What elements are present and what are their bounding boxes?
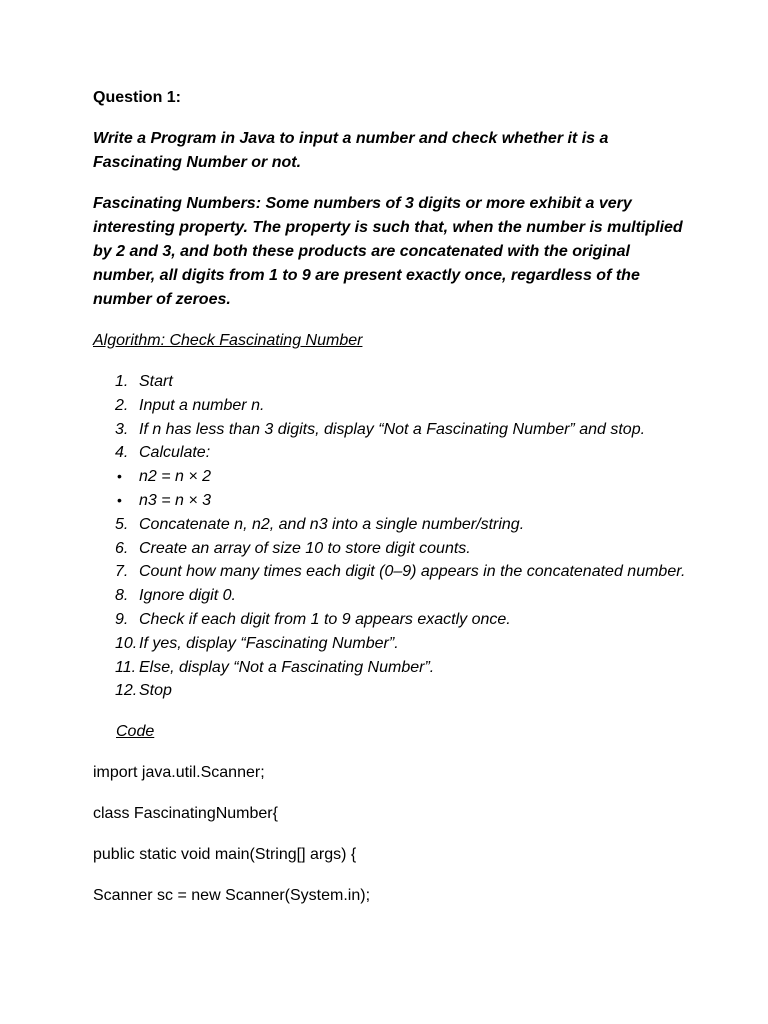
algorithm-step (93, 537, 693, 561)
algorithm-step (93, 394, 693, 418)
algorithm-step (93, 632, 693, 656)
step-text: Start (139, 373, 173, 390)
algorithm-title: Algorithm: Check Fascinating Number (93, 332, 363, 349)
step-marker: 9. (115, 610, 129, 628)
code-line: class FascinatingNumber{ (93, 805, 278, 823)
step-text: n2 = n × 2 (139, 468, 212, 486)
step-marker: 7. (115, 563, 129, 581)
algorithm-step (93, 418, 693, 442)
bullet-icon: • (117, 468, 122, 485)
algorithm-substep (93, 465, 693, 489)
code-title: Code (116, 723, 155, 741)
step-marker: 10. (115, 634, 138, 652)
algorithm-step (93, 441, 693, 465)
question-prompt: Write a Program in Java to input a number and check whether it is a Fascinating Number or not. (93, 130, 609, 171)
step-text: Stop (139, 682, 172, 700)
step-marker: 11. (115, 658, 137, 676)
step-text: Input a number n. (139, 396, 265, 414)
step-text: Concatenate n, n2, and n3 into a single number/string. (139, 515, 525, 533)
code-line: import java.util.Scanner; (93, 764, 265, 782)
algorithm-step (93, 560, 693, 584)
algorithm-substep (93, 489, 693, 513)
step-marker: 4. (115, 444, 129, 462)
step-marker: 2. (115, 396, 129, 414)
code-line: public static void main(String[] args) { (93, 846, 357, 864)
step-marker: 8. (115, 587, 129, 605)
step-marker: 12. (115, 682, 138, 700)
bullet-icon: • (117, 491, 122, 508)
fascinating-definition: Fascinating Numbers: Some numbers of 3 digits or more exhibit a very interesting property. The property is such that, when the number is multiplied by 2 and 3, and both these products are concatenated with the original number, all digits from 1 to 9 are present exactly once, regardless of the number of zeroes. (93, 195, 683, 308)
algorithm-step (93, 608, 693, 632)
document-page (93, 86, 693, 925)
step-text: Else, display “Not a Fascinating Number”. (139, 658, 435, 676)
step-marker: 3. (115, 420, 129, 438)
step-text: n3 = n × 3 (139, 491, 212, 509)
algorithm-step (93, 584, 693, 608)
algorithm-step (93, 679, 693, 703)
algorithm-step (93, 513, 693, 537)
step-text: Create an array of size 10 to store digit counts. (139, 539, 471, 557)
step-text: Count how many times each digit (0–9) appears in the concatenated number. (139, 563, 686, 581)
step-marker: 6. (115, 539, 129, 557)
question-heading: Question 1: (93, 89, 182, 106)
step-text: Ignore digit 0. (139, 587, 236, 605)
step-text: If yes, display “Fascinating Number”. (139, 634, 399, 652)
code-line: Scanner sc = new Scanner(System.in); (93, 887, 371, 905)
algorithm-step (93, 370, 693, 394)
algorithm-step (93, 656, 693, 680)
step-text: Check if each digit from 1 to 9 appears exactly once. (139, 610, 511, 628)
step-text: If n has less than 3 digits, display “Not a Fascinating Number” and stop. (139, 420, 646, 438)
step-text: Calculate: (139, 444, 211, 462)
step-marker: 1. (115, 373, 129, 390)
step-marker: 5. (115, 515, 129, 533)
algorithm-steps-list (93, 370, 693, 703)
